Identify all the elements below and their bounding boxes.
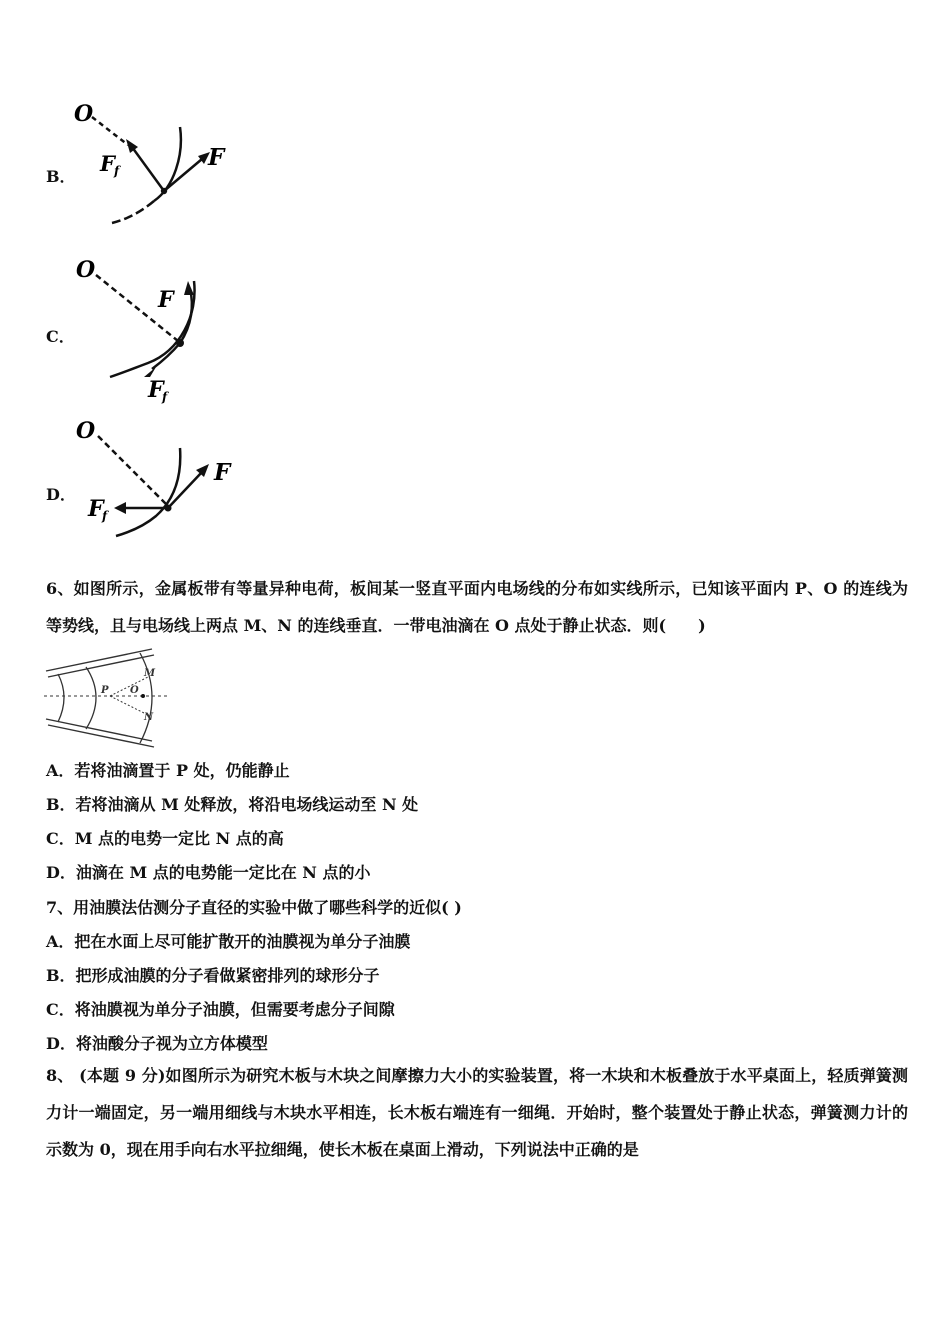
point-o-label: O	[74, 101, 94, 127]
force-arrow	[164, 159, 202, 191]
option-d-figure	[70, 412, 240, 547]
q7-option-c: C．将油膜视为单分子油膜，但需要考虑分子间隙	[46, 1000, 395, 1019]
friction-force-subscript: f	[114, 164, 120, 178]
point-o-label: O	[76, 257, 96, 283]
question-6-stem: 6、如图所示，金属板带有等量异种电荷，板间某一竖直平面内电场线的分布如实线所示，已知该平面内 P、O 的连线为等势线，且与电场线上两点 M、N 的连线垂直．一带电油滴在 O 点处于静止状态．则( )	[46, 579, 908, 635]
q7-option-b: B．把形成油膜的分子看做紧密排列的球形分子	[46, 966, 380, 985]
lower-plate	[46, 719, 152, 741]
q7-option-d: D．将油酸分子视为立方体模型	[46, 1034, 268, 1053]
friction-force-label: F	[88, 496, 104, 522]
question-7-stem: 7、用油膜法估测分子直径的实验中做了哪些科学的近似( )	[46, 898, 462, 917]
option-b-label: B．	[46, 167, 76, 186]
option-d-label: D．	[46, 485, 76, 504]
option-b-figure	[70, 95, 240, 230]
friction-force-subscript: f	[102, 509, 108, 523]
force-label: F	[158, 287, 174, 313]
q7-option-a: A．把在水面上尽可能扩散开的油膜视为单分子油膜	[46, 932, 411, 951]
label-n: N	[144, 712, 154, 723]
field-line	[86, 667, 96, 729]
q6-option-a: A．若将油滴置于 P 处，仍能静止	[46, 761, 290, 780]
point-o-label: O	[76, 418, 96, 444]
dashed-line	[98, 436, 166, 504]
trajectory-curve-lower	[112, 201, 154, 223]
field-line	[58, 674, 64, 722]
q6-option-b: B．若将油滴从 M 处释放，将沿电场线运动至 N 处	[46, 795, 419, 814]
field-line	[140, 653, 152, 743]
force-label: F	[208, 144, 225, 171]
friction-force-label: F	[100, 151, 115, 176]
point-o-dot	[141, 694, 145, 698]
option-c-figure	[70, 255, 240, 405]
friction-force-subscript: f	[162, 390, 168, 404]
label-p: P	[101, 685, 109, 696]
trajectory-curve	[116, 448, 180, 536]
label-o: O	[130, 685, 139, 696]
q6-option-c: C．M 点的电势一定比 N 点的高	[46, 829, 284, 848]
question-8-stem: 8、 (本题 9 分)如图所示为研究木板与木块之间摩擦力大小的实验装置，将一木块和木板叠放于水平桌面上，轻质弹簧测力计一端固定，另一端用细线与木块水平相连，长木板右端连有一细绳．开始时，整个装置处于静止状态，弹簧测力计的示数为 0，现在用手向右水平拉细绳，使长木板在桌面上滑动，下列说法中正确的是	[46, 1066, 908, 1159]
option-c-label: C．	[46, 327, 75, 346]
dashed-line	[92, 117, 128, 145]
trajectory-curve	[154, 127, 181, 201]
force-label: F	[214, 459, 231, 486]
friction-force-label: F	[148, 377, 164, 403]
label-m: M	[144, 668, 156, 679]
friction-force-arrow	[132, 147, 164, 191]
electric-field-figure	[44, 647, 170, 749]
q6-option-d: D．油滴在 M 点的电势能一定比在 N 点的小	[46, 863, 371, 882]
upper-plate	[46, 649, 152, 671]
friction-force-arrow	[152, 343, 180, 369]
